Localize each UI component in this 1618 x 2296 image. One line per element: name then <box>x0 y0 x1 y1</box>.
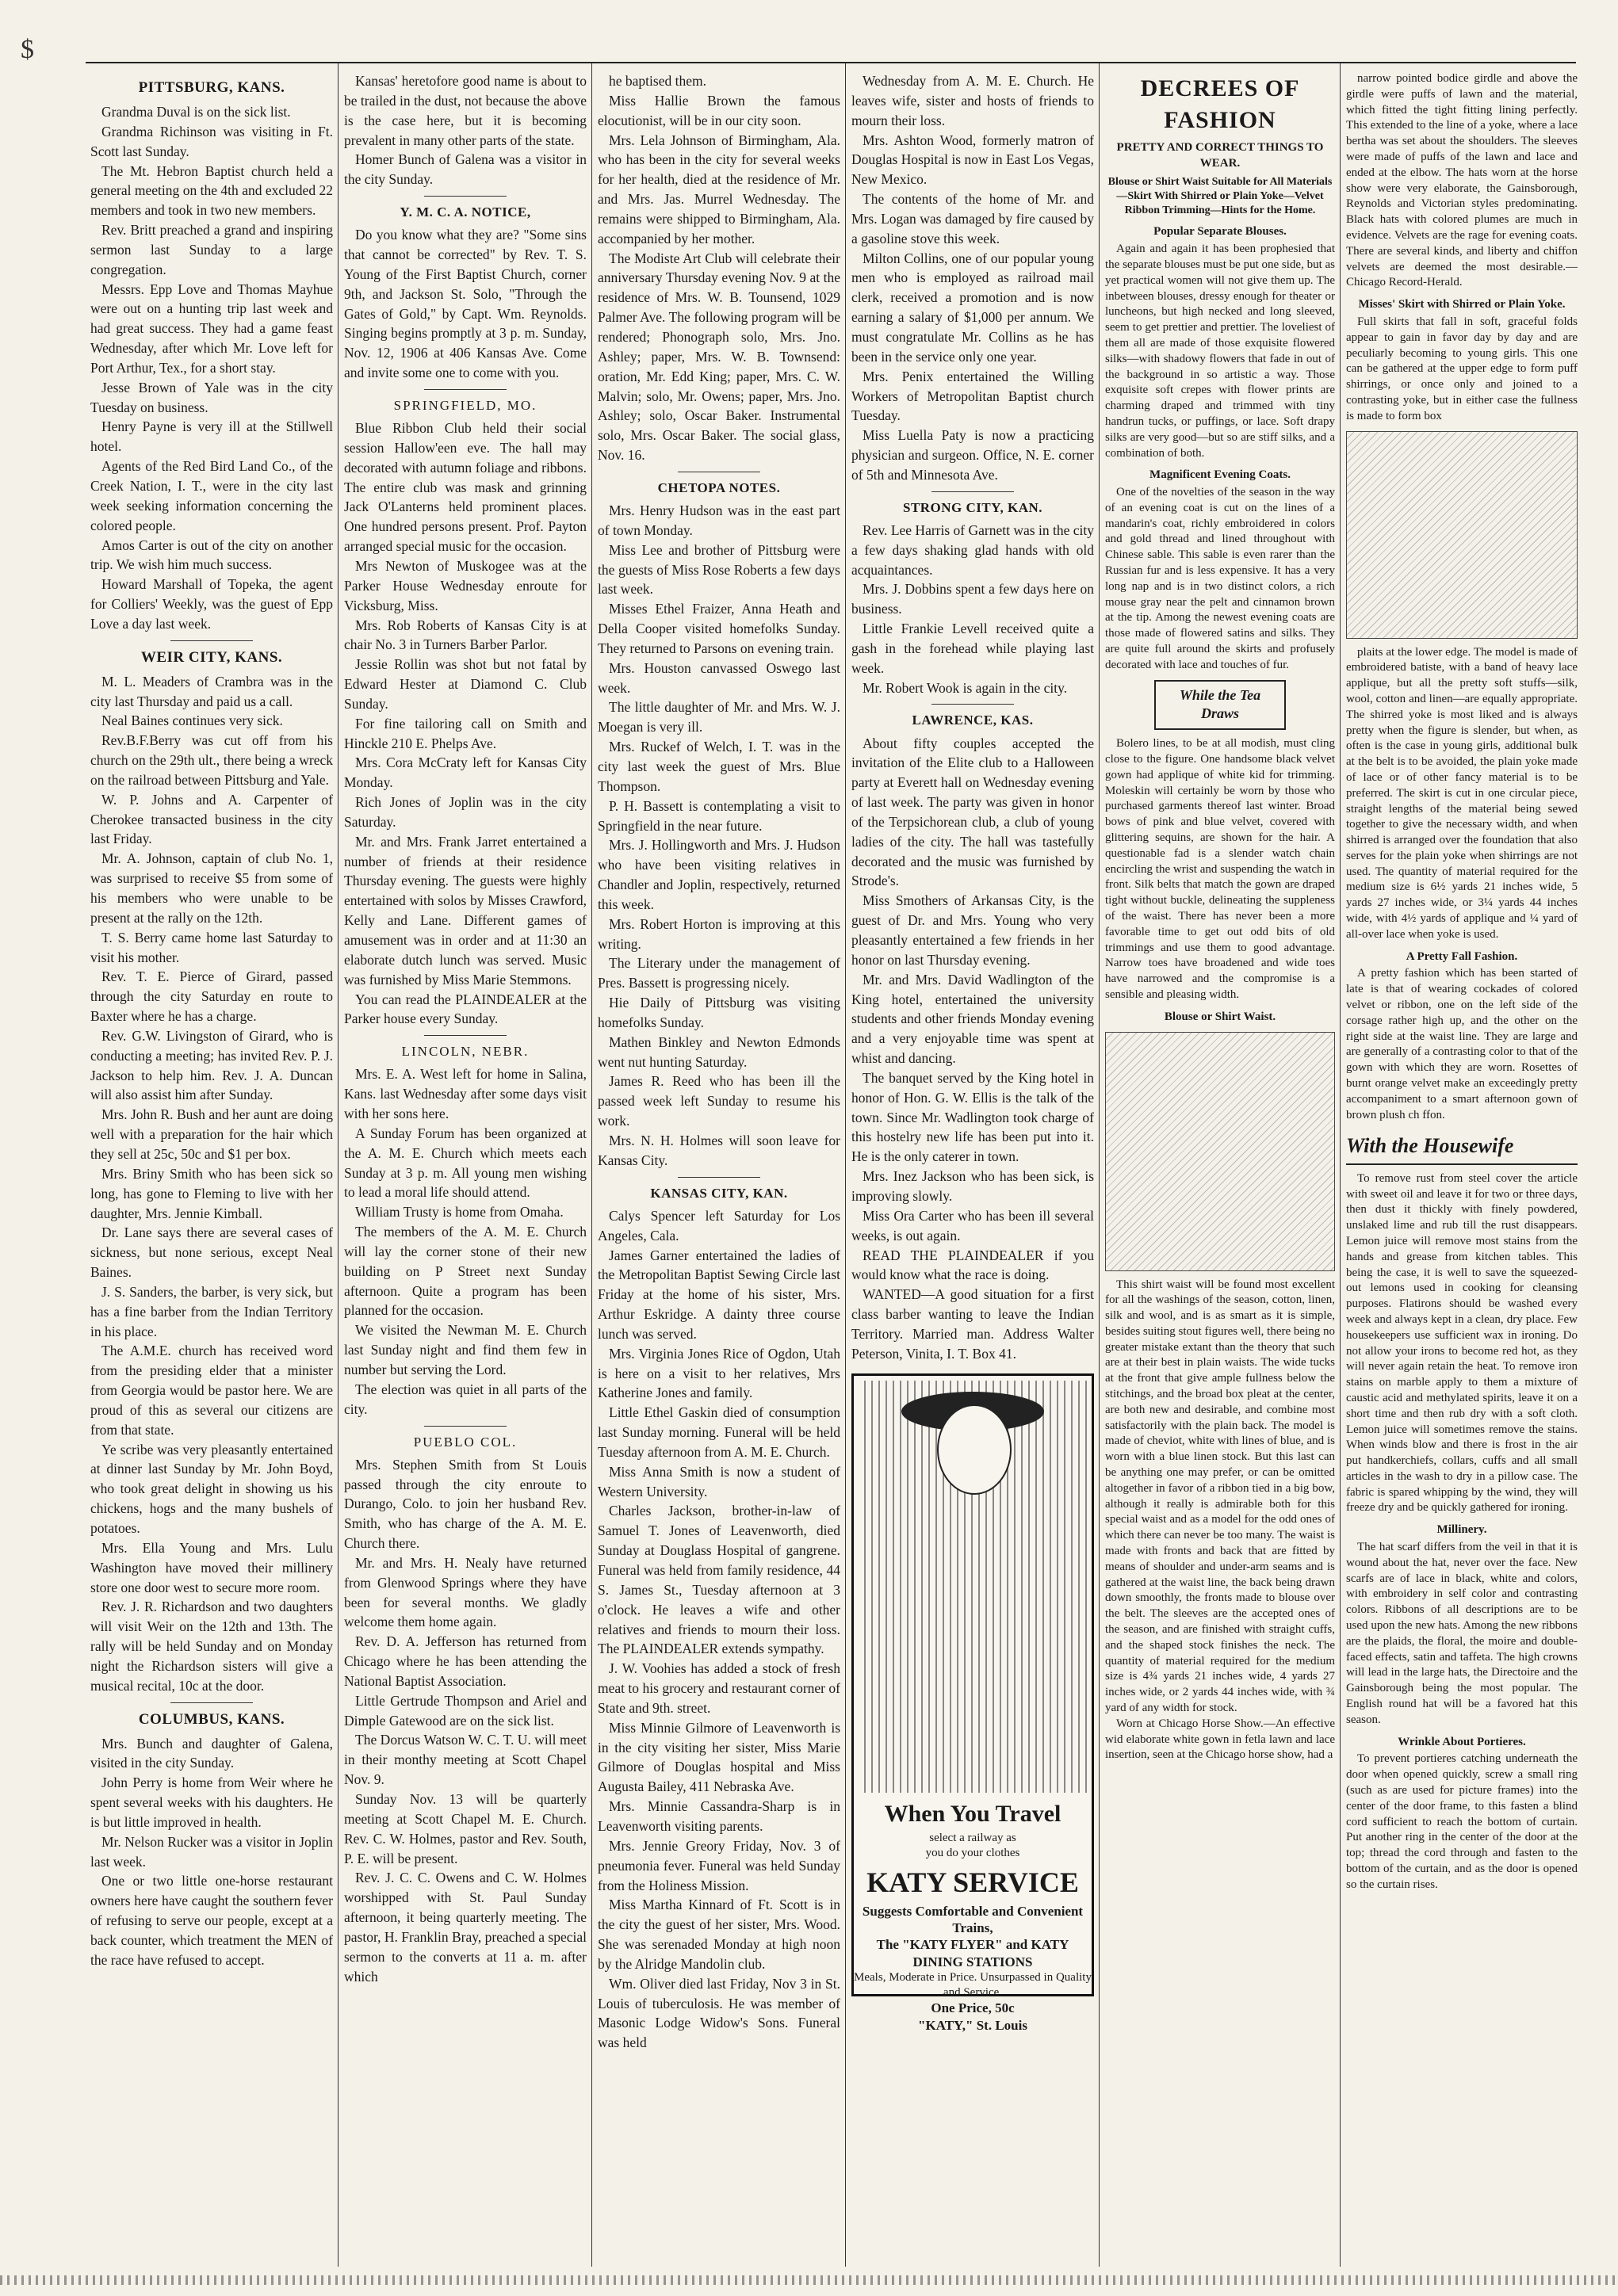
news-items <box>90 102 333 634</box>
news-paragraph: We visited the Newman M. E. Church last Sunday night and find them few in number but serving the Lord. <box>344 1322 587 1377</box>
newspaper-sheet <box>86 62 1576 2267</box>
ad-footer: "KATY," St. Louis <box>918 2017 1027 2033</box>
ad-line: Meals, Moderate in Price. Unsurpassed in Quality and Service. <box>854 1970 1092 1999</box>
divider <box>170 640 253 641</box>
news-items <box>851 71 1094 485</box>
article-text: Full skirts that fall in soft, graceful folds appear to gain in favor day by day and are peculiarly becoming to young girls. This one can be gathered at the upper edge to form puff shirrings, or once only and joined to a contrasting yoke, but in either case the fullness is made to form box <box>1346 315 1578 422</box>
news-paragraph: Mrs. Rob Roberts of Kansas City is at chair No. 3 in Turners Barber Parlor. <box>344 617 587 653</box>
news-paragraph: M. L. Meaders of Crambra was in the city last Thursday and paid us a call. <box>90 673 333 709</box>
column-rule <box>591 63 592 2267</box>
news-paragraph: Do you know what they are? "Some sins that cannot be corrected" by Rev. T. S. Young of the First Baptist Church, corner 9th, and Jackson St. Solo, "Through the Gates of Gold," by Capt. Wm. Reynolds. Singing begins promptly at 3 p. m. Sunday, Nov. 12, 1906 at 406 Kansas Ave. Come and invite some one to come with you. <box>344 227 587 381</box>
ad-line: you do your clothes <box>925 1846 1020 1859</box>
news-paragraph: Neal Baines continues very sick. <box>101 712 283 729</box>
news-paragraph: Rev. Britt preached a grand and inspiring sermon last Sunday to a large congregation. <box>90 222 333 277</box>
divider <box>931 704 1014 705</box>
news-paragraph: Hie Daily of Pittsburg was visiting homefolks Sunday. <box>598 995 840 1030</box>
news-paragraph: Miss Hallie Brown the famous elocutionist, will be in our city soon. <box>598 92 840 128</box>
section-heading: WEIR CITY, KANS. <box>140 648 283 666</box>
column-rule <box>1340 63 1341 2267</box>
news-paragraph: Miss Minnie Gilmore of Leavenworth is in the city visiting her sister, Miss Marie Gilmore of Douglas hospital and Miss Augusta Bailey, 411 Nebraska Ave. <box>598 1719 840 1795</box>
news-items <box>598 1206 840 2053</box>
article-text: To prevent portieres catching underneath the door when opened quickly, screw a small ring (such as are used for picture frames) into the center of the door frame, to this fasten a blind cord sufficient to reach the bottom of curtain. Put another ring in the center of the door at the top; thread the cord through and fasten to the bottom of the curtain, and as the door is opened so the curtain rises. <box>1346 1752 1578 1891</box>
subsection-heading: Wrinkle About Portieres. <box>1398 1735 1526 1748</box>
news-paragraph: The contents of the home of Mr. and Mrs. Logan was damaged by fire caused by a gasoline stove this week. <box>851 191 1094 246</box>
news-paragraph: Little Frankie Levell received quite a gash in the forehead while playing last week. <box>851 621 1094 676</box>
news-paragraph: Milton Collins, one of our popular young men who is employed as railroad mail clerk, received a promotion and is now earning a salary of $1,000 per annum. We must congratulate Mr. Collins as he has been in the service only one year. <box>851 250 1094 365</box>
news-paragraph: Grandma Duval is on the sick list. <box>101 103 291 120</box>
news-paragraph: Mrs. E. A. West left for home in Salina, Kans. last Wednesday after some days visit with her sons here. <box>344 1066 587 1122</box>
news-paragraph: Little Ethel Gaskin died of consumption last Sunday morning. Funeral will be held Tuesday afternoon from A. M. E. Church. <box>598 1404 840 1460</box>
article-text: This shirt waist will be found most excellent for all the washings of the season, cotton, linen, silk and wool, and is as smart as it is simple, besides suiting stout figures well, there being no greater mistake extant than the theory that such are at their best in plain waists. The wide tucks at the front that give ample fullness below the stitchings, and the broad box pleat at the center, are both new and desirable, and combine most satisfactorily with the plain back. The model is made of cheviot, white with lines of blue, and is worn with a blue linen stock. But this last can be anything one may prefer, or can be omitted altogether in favor of a ribbon tied in a big bow, although it really is admirable both for this special waist and as a model for the odd ones of which there can never be too many. The waist is made with fronts and back that are fitted by means of shoulder and under-arm seams and is gathered at the waist line, the back being drawn down smoothly, the fronts made to blouse over the belt. The sleeves are the accepted ones of the season, and are finished with straight cuffs, and the shaped stock finishes the neck. The quantity of material required for the medium size is 4¾ yards 21 inches wide, 4 yards 27 inches wide, or 2 yards 44 inches wide, with ¾ yard of any width for stock. <box>1105 1278 1335 1715</box>
news-paragraph: Agents of the Red Bird Land Co., of the Creek Nation, I. T., were in the city last week seeking information concerning the colored people. <box>90 458 333 533</box>
tea-banner: While the Tea Draws <box>1154 680 1286 731</box>
news-items <box>90 1734 333 1970</box>
news-paragraph: Rev. Lee Harris of Garnett was in the city a few days shaking glad hands with old acquaintances. <box>851 521 1094 578</box>
column-1 <box>90 71 333 2259</box>
news-paragraph: Dr. Lane says there are several cases of sickness, but none serious, except Neal Baines. <box>90 1224 333 1281</box>
column-6 <box>1346 71 1578 2259</box>
section-heading: KANSAS CITY, KAN. <box>650 1185 788 1201</box>
news-paragraph: Mrs. Ruckef of Welch, I. T. was in the city last week the guest of Mrs. Blue Thompson. <box>598 739 840 794</box>
news-paragraph: Sunday Nov. 13 will be quarterly meeting at Scott Chapel M. E. Church. Rev. C. W. Holmes, pastor and Rev. South, P. E. will be present. <box>344 1791 587 1866</box>
section-heading: COLUMBUS, KANS. <box>138 1710 285 1728</box>
news-paragraph: Little Gertrude Thompson and Ariel and Dimple Gatewood are on the sick list. <box>344 1692 587 1729</box>
section-heading: PUEBLO COL. <box>413 1434 518 1450</box>
news-paragraph: Mrs. Ella Young and Mrs. Lulu Washington have moved their millinery store one door west to secure more room. <box>90 1539 333 1595</box>
news-paragraph: Mrs. Virginia Jones Rice of Ogdon, Utah is here on a visit to her relatives, Mrs Katherine Jones and family. <box>598 1345 840 1401</box>
news-paragraph: About fifty couples accepted the invitation of the Elite club to a Halloween party at Everett hall on Wednesday evening of last week. The party was given in honor of the Terpsichorean club, a club of young ladies of the city. The hall was tastefully decorated and the music was furnished by Strode's. <box>851 735 1094 889</box>
column-rule <box>1099 63 1100 2267</box>
news-paragraph: Mrs. Briny Smith who has been sick so long, has gone to Fleming to live with her daughter, Mrs. Jennie Kimball. <box>90 1165 333 1221</box>
ad-headline: When You Travel <box>884 1800 1061 1827</box>
news-paragraph: Mrs. Cora McCraty left for Kansas City Monday. <box>344 755 587 791</box>
news-paragraph: Rev. J. R. Richardson and two daughters will visit Weir on the 12th and 13th. The rally will be held Sunday and on Monday night the Richardson sisters will give a musical recital, 10c at the door. <box>90 1599 333 1694</box>
shirt-waist-illustration <box>1105 1032 1335 1271</box>
news-paragraph: Wednesday from A. M. E. Church. He leaves wife, sister and hosts of friends to mourn their loss. <box>851 73 1094 128</box>
news-paragraph: Rev. T. E. Pierce of Girard, passed through the city Saturday en route to Baxter where he has a charge. <box>90 968 333 1025</box>
article-text: Again and again it has been prophesied that the separate blouses must be put one side, but as yet practical women will not give them up. The inbetween blouses, dressy enough for theater or luncheons, but high necked and long sleeved, seem to get prettier and prettier. The loveliest of them all are made of those exquisite flowered silks—with shadowy flowers that fade in out of the background in so artistic a way. Those exquisite soft crepes with flower prints are charming draped and trimmed with tiny handrun tucks, or puffings, or lace. Soft drapy silks are very good—but so are stiff silks, and a combination of both. <box>1105 243 1335 460</box>
article-text: Bolero lines, to be at all modish, must cling close to the figure. One handsome black velvet gown had applique of white kid for trimming. Moleskin will certainly be worn by those who purchased garments thereof last winter. Broad bows of pink and blue velvet, covered with glittering sequins, are shown for the hair. A questionable fad is a slender watch chain encircling the wrist and suspending the watch in front. Silk belts that match the gown are draped tight without buckle, delineating the suppleness of the waist. There has never been a more favorable time to get out odd bits of old trimmings and use them to good advantage. Narrow toes have broadened and wide toes have narrowed and the compromise is a sensible and pleasing width. <box>1105 737 1335 1001</box>
news-paragraph: J. S. Sanders, the barber, is very sick, but has a fine barber from the Indian Territory in his place. <box>90 1283 333 1339</box>
news-paragraph: Mrs. Robert Horton is improving at this writing. <box>598 915 840 952</box>
ad-line: One Price, 50c <box>931 2000 1015 2016</box>
news-items <box>598 501 840 1171</box>
news-paragraph: Rev. J. C. C. Owens and C. W. Holmes worshipped with St. Paul Sunday afternoon, it being quarterly meeting. The pastor, H. Franklin Bray, preached a special sermon to the converts at 11 a. m. after which <box>344 1870 587 1985</box>
news-paragraph: T. S. Berry came home last Saturday to visit his mother. <box>90 929 333 965</box>
news-items <box>344 225 587 383</box>
news-paragraph: Calys Spencer left Saturday for Los Angeles, Cala. <box>598 1207 840 1244</box>
news-paragraph: The Literary under the management of Pres. Bassett is progressing nicely. <box>598 955 840 991</box>
news-paragraph: Mrs. Henry Hudson was in the east part of town Monday. <box>598 502 840 538</box>
news-paragraph: Rev.B.F.Berry was cut off from his church on the 29th ult., there being a wreck on the railroad between Pittsburg and Yale. <box>90 732 333 788</box>
news-paragraph: For fine tailoring call on Smith and Hinckle 210 E. Phelps Ave. <box>344 715 587 751</box>
subsection-heading: Misses' Skirt with Shirred or Plain Yoke. <box>1358 298 1566 311</box>
news-paragraph: The banquet served by the King hotel in honor of Hon. G. W. Ellis is the talk of the town. Since Mr. Wadlington took charge of this hostelry new life has been put into it. He is the only caterer in town. <box>851 1069 1094 1165</box>
subsection-heading: Millinery. <box>1436 1523 1487 1537</box>
news-paragraph: Misses Ethel Fraizer, Anna Heath and Della Cooper visited homefolks Sunday. They returned to Parsons on evening train. <box>598 601 840 656</box>
divider <box>424 389 507 390</box>
news-paragraph: A Sunday Forum has been organized at the A. M. E. Church which meets each Sunday at 3 p. m. All young men wishing to lead a moral life should attend. <box>344 1125 587 1201</box>
divider <box>424 196 507 197</box>
article-text: To remove rust from steel cover the article with sweet oil and leave it for two or three days, then dust it thickly with finely powdered, unslaked lime and rub till the rust disappears. Lemon juice will remove most stains from the hands and grease from kitchen tables. This being the case, it is well to save the squeezed-out lemons used in cooking for cleansing purposes. Flatirons should be washed every week and always kept in a clean, dry place. Few housekeepers use sufficient wax in ironing. Do not allow your irons to become red hot, as they will never again retain the heat. To remove iron stains on marble apply to them a mixture of caustic acid and methylated spirits, leave it on a short time and then rub dry with a soft cloth. Lemon juice will sometimes remove the stains. When winds blow and there is frost in the air put handkerchiefs, collars, cuffs and all small articles in the wash to dry in a pillow case. The fabric is spared whipping by the wind, they will freeze dry and be quickly gathered for ironing. <box>1346 1171 1578 1515</box>
news-paragraph: Mathen Binkley and Newton Edmonds went nut hunting Saturday. <box>598 1033 840 1070</box>
news-paragraph: The little daughter of Mr. and Mrs. W. J. Moegan is very ill. <box>598 699 840 735</box>
divider <box>678 1177 760 1178</box>
article-text: One of the novelties of the season in the way of an evening coat is cut on the lines of a mandarin's coat, richly embroidered in colors and gold thread and lined throughout with Chinese sable. This sable is even rarer than the Russian fur and is less expensive. It has a very long nap and is in two distinct colors, a rich mouse gray near the pelt and cinnamon brown at the tip. Among the newest evening coats are those made of flowered satins and silks. They are quite full around the skirts and profusely decorated with lace and touches of fur. <box>1105 486 1335 671</box>
news-paragraph: Mrs. Lela Johnson of Birmingham, Ala. who has been in the city for several weeks for her health, died at the residence of Mr. and Mrs. Jas. Murrel Wednesday. The remains were shipped to Birmingham, Ala. accompanied by her mother. <box>598 132 840 246</box>
column-5 <box>1105 71 1335 2259</box>
news-paragraph: Rich Jones of Joplin was in the city Saturday. <box>344 794 587 830</box>
news-paragraph: Charles Jackson, brother-in-law of Samuel T. Jones of Leavenworth, died Sunday at Douglass Hospital of gangrene. Funeral was held from family residence, 44 S. James St., Tuesday afternoon at 3 o'clock. He leaves a wife and other relatives and friends to mourn their loss. The PLAINDEALER extends sympathy. <box>598 1503 840 1657</box>
news-paragraph: Mrs. Jennie Greory Friday, Nov. 3 of pneumonia fever. Funeral was held Sunday from the Holiness Mission. <box>598 1837 840 1893</box>
article-text: narrow pointed bodice girdle and above the girdle were puffs of lawn and the material, which fitted the tight fitting lining perfectly. This extended to the line of a yoke, where a lace bertha was set about the shoulders. The sleeves were made of puffs of the lawn and lace and ended at the elbow. The hats worn at the horse show were very elaborate, the Gainsborough, Reynolds and Victorian styles predominating. Black hats with colored plumes are much in evidence. Velvets are the rage for evening coats. There are several kinds, and liberty and chiffon velvets are deemed the most desirable.—Chicago Record-Herald. <box>1346 72 1578 289</box>
article-text: Worn at Chicago Horse Show.—An effective wid elaborate white gown in fetla lawn and lace insertion, seen at the Chicago horse show, had a <box>1105 1717 1335 1762</box>
news-items <box>851 734 1094 1364</box>
news-paragraph: Mr. and Mrs. David Wadlington of the King hotel, entertained the university students and other friends Monday evening and a very enjoyable time was spent at whist and dancing. <box>851 971 1094 1067</box>
news-paragraph: Howard Marshall of Topeka, the agent for Colliers' Weekly, was the guest of Epp Love a day last week. <box>90 576 333 632</box>
subsection-heading: A Pretty Fall Fashion. <box>1406 949 1518 963</box>
column-3 <box>598 71 840 2259</box>
news-paragraph: Mrs. Minnie Cassandra-Sharp is in Leavenworth visiting parents. <box>598 1798 840 1834</box>
news-paragraph: The election was quiet in all parts of the city. <box>344 1381 587 1417</box>
news-paragraph: Kansas' heretofore good name is about to be trailed in the dust, not because the above is the case here, but it is becoming prevalent in many other parts of the state. <box>344 73 587 148</box>
fashion-deck: PRETTY AND CORRECT THINGS TO WEAR. <box>1116 141 1324 170</box>
news-paragraph: Mr. Nelson Rucker was a visitor in Joplin last week. <box>90 1833 333 1870</box>
news-paragraph: You can read the PLAINDEALER at the Parker house every Sunday. <box>344 991 587 1027</box>
article-text: The hat scarf differs from the veil in that it is wound about the hat, never over the face. New scarfs are of lace in black, white and colors, with embroidery in self color and contrasting colors. Ribbons of all descriptions are to be used upon the new hats. Among the new ribbons are the plaids, the floral, the moire and double-faced effects, satin and taffeta. The high crowns will lead in the large hats, the Directoire and the Gainsborough being the most popular. The English round hat will be a favored hat this season. <box>1346 1541 1578 1726</box>
divider <box>424 1426 507 1427</box>
news-paragraph: Mrs. J. Hollingworth and Mrs. J. Hudson who have been visiting relatives in Chandler and Joplin, respectively, returned this week. <box>598 837 840 912</box>
news-paragraph: Grandma Richinson was visiting in Ft. Scott last Sunday. <box>90 123 333 159</box>
article-text: plaits at the lower edge. The model is made of embroidered batiste, with a band of heavy lace applique, but all the pretty soft stuffs—silk, wool, cotton and linen—are equally appropriate. The shirred yoke is most liked and is always pretty when the figure is slender, but when, as often is the case in young girls, additional bulk at the belt is to be avoided, the plain yoke made of lace or of other fancy material is to be preferred. The skirt is cut in one circular piece, straight lengths of the material being sewed together to give the necessary width, and when shirred is arranged over the foundation that also serves for the plain yoke when shirrings are not used. The quantity of material required for the medium size is 6½ yards 21 inches wide, 5 yards 27 inches wide, or 3¼ yards 44 inches wide, with 4½ yards of applique and ¼ yard of all-over lace when yoke is used. <box>1346 645 1578 941</box>
section-heading: PITTSBURG, KANS. <box>138 79 285 96</box>
traveler-illustration <box>859 1381 1087 1793</box>
news-paragraph: Miss Martha Kinnard of Ft. Scott is in the city the guest of her sister, Mrs. Wood. She was serenaded Monday at high noon by the Alridge Mandolin club. <box>598 1897 840 1972</box>
news-paragraph: Jessie Rollin was shot but not fatal by Edward Hester at Diamond C. Club Sunday. <box>344 656 587 712</box>
housewife-banner: With the Housewife <box>1346 1129 1578 1164</box>
ad-line: Suggests Comfortable and Convenient Trains, <box>862 1903 1084 1936</box>
news-paragraph: Wm. Oliver died last Friday, Nov 3 in St. Louis of tuberculosis. He was member of Masonic Lodge Widow's Sons. Funeral was held <box>598 1975 840 2051</box>
news-paragraph: Mr. and Mrs. Frank Jarret entertained a number of friends at their residence Thursday evening. The guests were highly entertained with solos by Misses Crawford, Kelly and Lane. Different games of amusement was in order and at 11:30 an elaborate dutch lunch was served. Music was furnished by Miss Marie Stemmons. <box>344 833 587 988</box>
news-paragraph: Mr. Robert Wook is again in the city. <box>863 679 1068 696</box>
news-items <box>344 1455 587 1987</box>
news-paragraph: Miss Lee and brother of Pittsburg were the guests of Miss Rose Roberts a few days last week. <box>598 541 840 598</box>
news-paragraph: Rev. D. A. Jefferson has returned from Chicago where he has been attending the National Baptist Association. <box>344 1633 587 1689</box>
fashion-masthead: DECREES OF FASHION <box>1140 75 1300 133</box>
news-items <box>344 418 587 1029</box>
news-paragraph: Amos Carter is out of the city on another trip. We wish him much success. <box>90 537 333 573</box>
section-heading: STRONG CITY, KAN. <box>902 499 1043 515</box>
news-paragraph: Jesse Brown of Yale was in the city Tuesday on business. <box>90 379 333 415</box>
news-paragraph: One or two little one-horse restaurant owners here have caught the southern fever of refusing to serve our people, except at a back counter, which treatment the MEN of the race have refused to accept. <box>90 1873 333 1968</box>
news-paragraph: James Garner entertained the ladies of the Metropolitan Baptist Sewing Circle last Friday at the home of his sister, Mrs. Arthur Eskridge. A dainty three course lunch was served. <box>598 1247 840 1342</box>
news-paragraph: Miss Ora Carter who has been ill several weeks, is out again. <box>851 1207 1094 1244</box>
news-paragraph: Miss Anna Smith is now a student of Western University. <box>598 1463 840 1499</box>
news-items <box>344 1064 587 1419</box>
news-paragraph: Miss Luella Paty is now a practicing physician and surgeon. Office, N. E. corner of 5th and Minnesota Ave. <box>851 427 1094 483</box>
subsection-heading: Blouse or Shirt Waist. <box>1164 1010 1276 1023</box>
news-paragraph: P. H. Bassett is contemplating a visit to Springfield in the near future. <box>598 797 840 834</box>
divider <box>170 1702 253 1703</box>
news-paragraph: Mrs. N. H. Holmes will soon leave for Kansas City. <box>598 1133 840 1168</box>
ad-line: The "KATY FLYER" and KATY DINING STATIONS <box>876 1937 1069 1969</box>
ad-line: select a railway as <box>929 1832 1016 1845</box>
news-paragraph: Mrs. Ashton Wood, formerly matron of Douglas Hospital is now in East Los Vegas, New Mexico. <box>851 132 1094 188</box>
news-paragraph: Blue Ribbon Club held their social session Hallow'een eve. The hall may decorated with autumn foliage and ribbons. The entire club was mask and grinning Jack O'Lanterns held prominent places. One hundred persons present. Prof. Payton arranged special music for the occasion. <box>344 420 587 555</box>
katy-railway-advertisement <box>851 1373 1094 2033</box>
news-paragraph: Mr. and Mrs. H. Nealy have returned from Glenwood Springs where they have been for several months. We gladly welcome them home again. <box>344 1554 587 1630</box>
news-paragraph: Mr. A. Johnson, captain of club No. 1, was surprised to receive $5 from some of his members who were unable to be present at the rally on the 12th. <box>90 850 333 926</box>
news-paragraph: James R. Reed who has been ill the passed week left Sunday to resume his work. <box>598 1073 840 1129</box>
fashion-subdeck: Blouse or Shirt Waist Suitable for All Materials—Skirt With Shirred or Plain Yoke—Velvet Ribbon Trimming—Hints for the Home. <box>1107 175 1333 217</box>
news-paragraph: READ THE PLAINDEALER if you would know what the race is doing. <box>851 1247 1094 1283</box>
news-paragraph: Miss Smothers of Arkansas City, is the guest of Dr. and Mrs. Young who very pleasantly entertained a few friends in her honor on last Thursday evening. <box>851 892 1094 968</box>
news-paragraph: Mrs. J. Dobbins spent a few days here on business. <box>851 581 1094 617</box>
section-heading: LINCOLN, NEBR. <box>401 1044 530 1060</box>
section-heading: CHETOPA NOTES. <box>657 479 781 495</box>
news-paragraph: J. W. Voohies has added a stock of fresh meat to his grocery and restaurant corner of State and 9th. street. <box>598 1660 840 1716</box>
news-paragraph: he baptised them. <box>609 73 706 89</box>
column-2 <box>344 71 587 2259</box>
ad-brand: KATY SERVICE <box>866 1866 1079 1898</box>
news-paragraph: Mrs. Stephen Smith from St Louis passed through the city enroute to Durango, Colo. to join her husband Rev. Smith, who has charge of the A. M. E. Church there. <box>344 1456 587 1552</box>
face-illustration <box>937 1404 1012 1495</box>
news-paragraph: The members of the A. M. E. Church will lay the corner stone of their new building on P Street next Sunday afternoon. Quite a program has been planned for the occasion. <box>344 1224 587 1319</box>
divider <box>424 1035 507 1036</box>
section-heading: Y. M. C. A. NOTICE, <box>400 204 531 220</box>
page-edge <box>0 2275 1618 2285</box>
column-rule <box>338 63 339 2267</box>
news-paragraph: Rev. G.W. Livingston of Girard, who is conducting a meeting; has invited Rev. P. J. Jackson to help him. Rev. J. A. Duncan will also assist him after Sunday. <box>90 1027 333 1103</box>
news-paragraph: Mrs. Inez Jackson who has been sick, is improving slowly. <box>851 1168 1094 1204</box>
news-paragraph: The A.M.E. church has received word from the presiding elder that a minister from Georgia would be pastor here. We are proud of this as several our citizens are from that state. <box>90 1343 333 1438</box>
news-paragraph: William Trusty is home from Omaha. <box>355 1204 564 1221</box>
news-paragraph: The Mt. Hebron Baptist church held a general meeting on the 4th and excluded 22 members and took in two new members. <box>90 162 333 219</box>
news-paragraph: Mrs. Penix entertained the Willing Workers of Metropolitan Baptist church Tuesday. <box>851 368 1094 424</box>
news-paragraph: Henry Payne is very ill at the Stillwell hotel. <box>90 418 333 455</box>
article-text: A pretty fashion which has been started of late is that of wearing cockades of colored velvet or ribbon, one on the left side of the corsage rather high up, and the other on the right side at the waist line. They are large and are generally of a contrasting color to that of the gown with which they are worn. Rosettes of burnt orange velvet make an exceedingly pretty accompaniment to a smart afternoon gown of brown plush ch ffon. <box>1346 967 1578 1121</box>
news-paragraph: Mrs. John R. Bush and her aunt are doing well with a preparation for the hair which they sell at 25c, 50c and $1 per box. <box>90 1106 333 1162</box>
news-paragraph: Messrs. Epp Love and Thomas Mayhue were out on a hunting trip last week and had great success. They had a game feast Wednesday, after which Mr. Love left for Port Arthur, Tex., for a short stay. <box>90 281 333 376</box>
news-paragraph: The Modiste Art Club will celebrate their anniversary Thursday evening Nov. 9 at the residence of Mrs. W. B. Tounsend, 1029 Palmer Ave. The following program will be rendered; Phonograph solo, Mrs. Jno. Ashley; paper, Mrs. W. B. Townsend: oration, Mr. Edd King; paper, Mrs. C. W. Malvin; solo, Mr. Owens; paper, Mrs. Jno. Ashley; solo, Oscar Baker. Instrumental solo, Mrs. Oscar Baker. The social glass, Nov. 16. <box>598 250 840 464</box>
divider <box>931 491 1014 492</box>
news-paragraph: Mrs Newton of Muskogee was at the Parker House Wednesday enroute for Vicksburg, Miss. <box>344 557 587 613</box>
margin-mark: $ <box>21 35 34 64</box>
skirt-illustration <box>1346 431 1578 639</box>
news-paragraph: W. P. Johns and A. Carpenter of Cherokee transacted business in the city last Friday. <box>90 791 333 847</box>
column-4 <box>851 71 1094 2259</box>
subsection-heading: Popular Separate Blouses. <box>1153 225 1287 239</box>
news-paragraph: WANTED—A good situation for a first class barber wanting to leave the Indian Territory. Married man. Address Walter Peterson, Vinita, I. T. Box 41. <box>851 1286 1094 1362</box>
subsection-heading: Magnificent Evening Coats. <box>1149 468 1291 482</box>
news-items <box>90 672 333 1696</box>
news-paragraph: John Perry is home from Weir where he spent several weeks with his daughters. He is but little improved in health. <box>90 1775 333 1830</box>
news-paragraph: The Dorcus Watson W. C. T. U. will meet in their monthy meeting at Scott Chapel Nov. 9. <box>344 1732 587 1788</box>
section-heading: LAWRENCE, KAS. <box>912 712 1034 728</box>
column-rule <box>845 63 846 2267</box>
section-heading: SPRINGFIELD, MO. <box>393 397 537 413</box>
news-paragraph: Mrs. Bunch and daughter of Galena, visited in the city Sunday. <box>90 1735 333 1771</box>
news-items <box>598 71 840 465</box>
news-paragraph: Ye scribe was very pleasantly entertained at dinner last Sunday by Mr. John Boyd, who took great delight in showing us his chickens, hogs and the many bushels of potatoes. <box>90 1441 333 1536</box>
news-paragraph: Mrs. Houston canvassed Oswego last week. <box>598 659 840 696</box>
news-paragraph: Homer Bunch of Galena was a visitor in the city Sunday. <box>344 151 587 188</box>
news-items <box>344 71 587 189</box>
news-items <box>851 521 1094 698</box>
